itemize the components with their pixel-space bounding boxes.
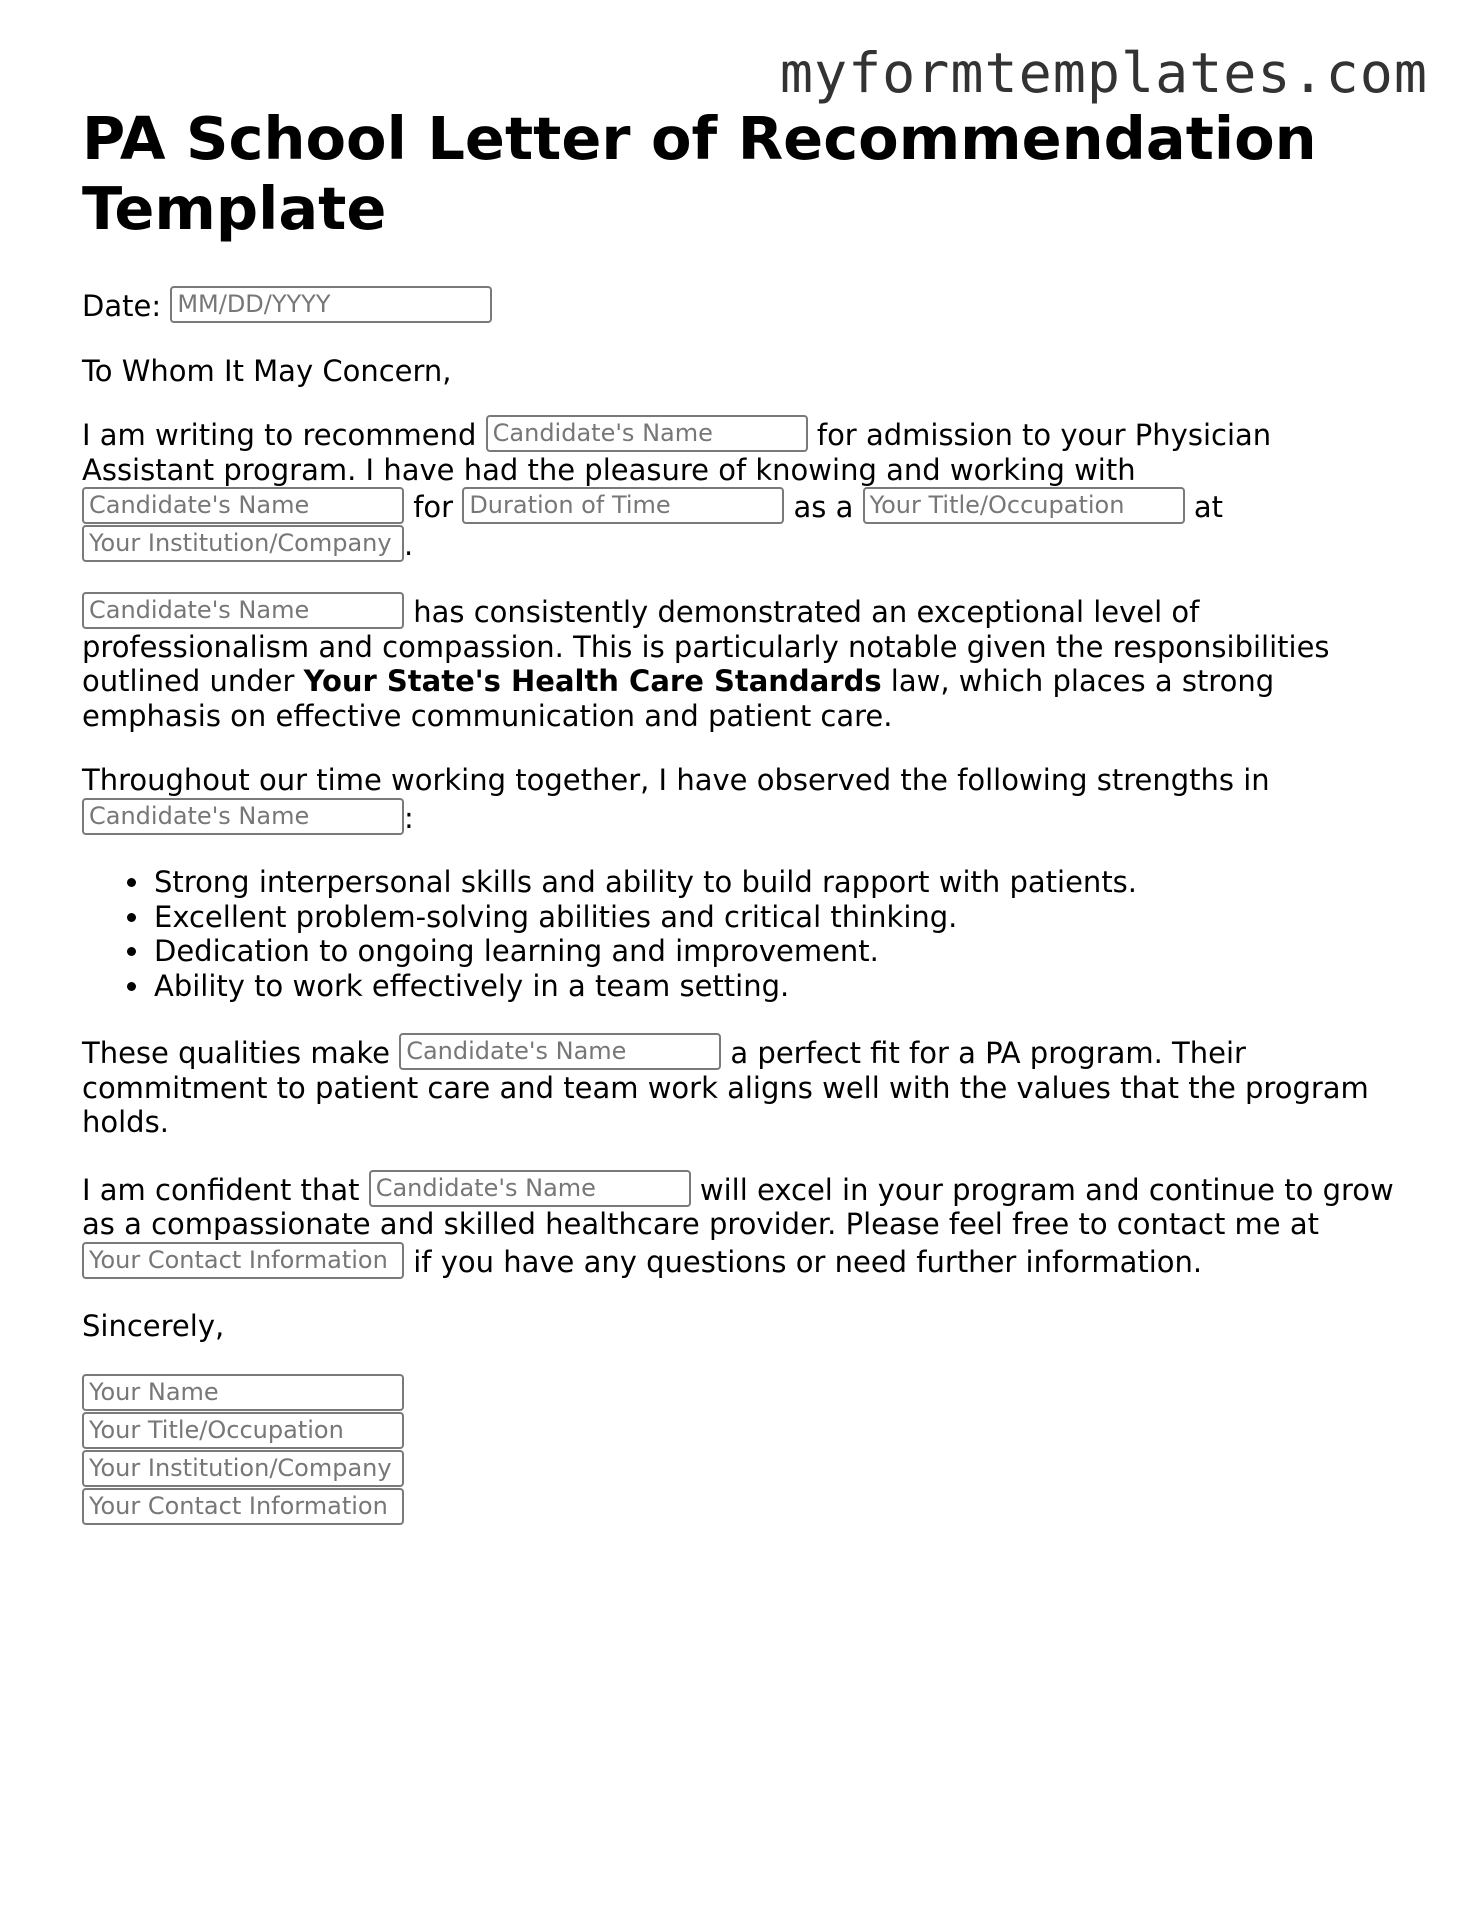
professionalism-paragraph: Candidate's Name has consistently demonstrated an exceptional level of professionalism and compassion. This is particularly notable given the responsibilities outlined under Your State's Health Care Standards law, which places a strong emphasis on effective communication and patient care. (82, 592, 1412, 733)
salutation: To Whom It May Concern, (82, 353, 452, 388)
qualities-paragraph: These qualities make Candidate's Name a perfect fit for a PA program. Their commitment to patient care and team work aligns well with the values that the program holds. (82, 1033, 1412, 1140)
title-occupation-field[interactable]: Your Title/Occupation (863, 487, 1185, 524)
strengths-intro: Throughout our time working together, I have observed the following strengths in Candidate's Name : (82, 763, 1270, 835)
list-item: • Strong interpersonal skills and ability to build rapport with patients. (152, 865, 1412, 900)
letter-document (82, 104, 1412, 1526)
candidate-name-field[interactable]: Candidate's Name (82, 487, 404, 524)
state-law-name: Your State's Health Care Standards (303, 664, 882, 698)
your-name-field[interactable]: Your Name (82, 1374, 404, 1411)
duration-field[interactable]: Duration of Time (462, 487, 784, 524)
signature-block (82, 1374, 1412, 1525)
candidate-name-field[interactable]: Candidate's Name (82, 592, 404, 629)
candidate-name-field[interactable]: Candidate's Name (399, 1033, 721, 1070)
confidence-paragraph: I am confident that Candidate's Name will excel in your program and continue to grow as a compassionate and skilled healthcare provider. Please feel free to contact me at Your Contact Information if you have any questions or need further information. (82, 1170, 1412, 1280)
list-item: • Excellent problem-solving abilities and critical thinking. (152, 900, 1412, 935)
list-item: • Dedication to ongoing learning and improvement. (152, 934, 1412, 969)
candidate-name-field[interactable]: Candidate's Name (82, 798, 404, 835)
contact-info-field[interactable]: Your Contact Information (82, 1488, 404, 1525)
strengths-list (82, 865, 1412, 1003)
watermark: myformtemplates.com (779, 41, 1428, 105)
date-label: Date: (82, 289, 162, 323)
page-title: PA School Letter of Recommendation Template (82, 104, 1317, 243)
candidate-name-field[interactable]: Candidate's Name (369, 1170, 691, 1207)
list-item: • Ability to work effectively in a team setting. (152, 969, 1412, 1004)
candidate-name-field[interactable]: Candidate's Name (486, 415, 808, 452)
institution-field[interactable]: Your Institution/Company (82, 525, 404, 562)
institution-field[interactable]: Your Institution/Company (82, 1450, 404, 1487)
title-occupation-field[interactable]: Your Title/Occupation (82, 1412, 404, 1449)
date-field[interactable]: MM/DD/YYYY (170, 286, 492, 323)
date-line (82, 286, 1412, 324)
contact-info-field[interactable]: Your Contact Information (82, 1242, 404, 1279)
intro-paragraph: I am writing to recommend Candidate's Name for admission to your Physician Assistant program. I have had the pleasure of knowing and working with Candidate's Name for Duration of Time as a Your Title/Occupation at Your Institution/Company . (82, 415, 1412, 562)
closing: Sincerely, (82, 1309, 225, 1343)
